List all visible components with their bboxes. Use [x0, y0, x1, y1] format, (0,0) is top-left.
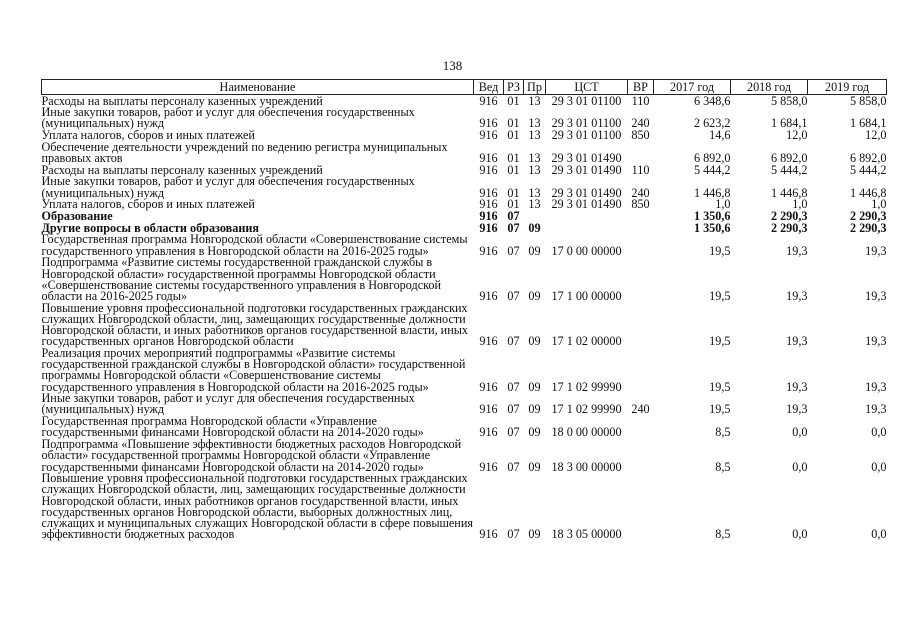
cell-2017: 8,5 — [715, 459, 731, 474]
cell-2019: 5 858,0 — [849, 93, 887, 108]
cell-pr: 09 — [528, 527, 541, 542]
cell-2018: 19,3 — [786, 288, 808, 303]
cell-rz: 07 — [507, 402, 520, 417]
header-vr: ВР — [628, 80, 654, 95]
cell-rz: 07 — [507, 425, 520, 440]
cell-pr: 09 — [528, 402, 541, 417]
cell-pr: 13 — [528, 116, 541, 131]
cell-ved: 916 — [479, 402, 498, 417]
cell-pr: 09 — [528, 334, 541, 349]
cell-ved: 916 — [479, 93, 498, 108]
cell-2019: 19,3 — [865, 402, 887, 417]
cell-2018: 0,0 — [792, 459, 808, 474]
cell-vr: 850 — [631, 128, 650, 143]
cell-name: Расходы на выплаты персоналу казенных учреждений — [41, 93, 323, 108]
cell-ved: 916 — [479, 162, 498, 177]
cell-name: Государственная программа Новгородской области «Совершенствование системы государственного управления в Новгородской области на 2016-2025 годы» — [41, 232, 468, 258]
cell-cst: 29 3 01 01100 — [551, 116, 622, 131]
cell-cst: 29 3 01 01490 — [551, 162, 622, 177]
cell-name: Уплата налогов, сборов и иных платежей — [41, 197, 255, 212]
cell-2019: 2 290,3 — [849, 209, 887, 224]
header-year-2018: 2018 год — [731, 80, 808, 95]
cell-2018: 2 290,3 — [770, 209, 808, 224]
table-header — [42, 80, 887, 95]
cell-rz: 07 — [507, 243, 520, 258]
cell-2017: 1 446,8 — [693, 185, 731, 200]
header-ved: Вед — [474, 80, 504, 95]
cell-pr: 13 — [528, 128, 541, 143]
cell-2017: 6 348,6 — [693, 93, 731, 108]
cell-vr: 240 — [631, 185, 650, 200]
table-row — [42, 416, 887, 439]
cell-rz: 07 — [507, 220, 520, 235]
cell-2018: 1 684,1 — [770, 116, 808, 131]
cell-vr — [628, 473, 654, 541]
cell-name: Повышение уровня профессиональной подготовки государственных гражданских служащих Новгородской области, лиц, замещающих государственные должности Новгородской области, иных работников органов государственной власти, иных государственных органов Новгородской области, выборных должностных лиц, служащих и муниципальных служащих Новгородской области в сфере повышения эффективности бюджетных расходов — [41, 471, 473, 542]
cell-ved: 916 — [479, 459, 498, 474]
cell-2018: 19,3 — [786, 334, 808, 349]
cell-2017: 8,5 — [715, 425, 731, 440]
cell-name: Подпрограмма «Повышение эффективности бюджетных расходов Новгородской области» государственной программы Новгородской области «Управление государственными финансами Новгородской области на 2014-2020 годы» — [41, 437, 462, 474]
cell-name: Образование — [41, 209, 113, 224]
cell-vr — [628, 222, 654, 234]
cell-pr: 13 — [528, 93, 541, 108]
cell-ved: 916 — [479, 209, 498, 224]
cell-name: Реализация прочих мероприятий подпрограммы «Развитие системы государственной гражданской службы в Новгородской области» государственной программы Новгородской области «Совершенствование системы государственного управления в Новгородской области на 2016-2025 годы» — [41, 345, 466, 394]
table-row — [42, 234, 887, 257]
cell-2017: 1 350,6 — [693, 209, 731, 224]
cell-name: Подпрограмма «Развитие системы государственной гражданской службы в Новгородской области» государственной программы Новгородской области «Совершенствование системы государственного управления в Новгородской области на 2016-2025 годы» — [41, 255, 442, 303]
cell-name: Иные закупки товаров, работ и услуг для обеспечения государственных (муниципальных) нужд — [41, 174, 415, 200]
cell-rz: 01 — [507, 93, 520, 108]
cell-rz: 01 — [507, 116, 520, 131]
cell-vr: 240 — [631, 402, 650, 417]
cell-rz: 07 — [507, 379, 520, 394]
cell-name: Повышение уровня профессиональной подготовки государственных гражданских служащих Новгородской области, лиц, замещающих государственные должности Новгородской области, и иных работников органов государственной власти, иных государственных органов Новгородской области — [41, 300, 469, 349]
cell-2019: 5 444,2 — [849, 162, 887, 177]
cell-ved: 916 — [479, 197, 498, 212]
cell-vr — [628, 347, 654, 392]
cell-2019: 19,3 — [865, 243, 887, 258]
cell-ved: 916 — [479, 425, 498, 440]
cell-pr: 13 — [528, 197, 541, 212]
cell-pr: 13 — [528, 185, 541, 200]
budget-table — [41, 79, 887, 540]
cell-rz: 07 — [507, 334, 520, 349]
page-number: 138 — [442, 58, 463, 73]
cell-rz: 01 — [507, 185, 520, 200]
cell-vr — [628, 234, 654, 257]
cell-2019: 19,3 — [865, 379, 887, 394]
cell-2018: 0,0 — [792, 425, 808, 440]
cell-2017: 19,5 — [709, 288, 731, 303]
cell-pr: 09 — [528, 243, 541, 258]
cell-cst: 18 3 05 00000 — [551, 527, 622, 542]
cell-2018: 5 444,2 — [770, 162, 808, 177]
table-row — [42, 141, 887, 164]
table-row — [42, 107, 887, 130]
cell-2018: 1,0 — [792, 197, 808, 212]
cell-2019: 6 892,0 — [849, 151, 887, 166]
cell-pr: 09 — [528, 425, 541, 440]
cell-vr — [628, 257, 654, 302]
cell-name: Государственная программа Новгородской области «Управление государственными финансами Новгородской области на 2014-2020 годы» — [41, 414, 424, 440]
cell-ved: 916 — [479, 185, 498, 200]
cell-2017: 5 444,2 — [693, 162, 731, 177]
cell-ved: 916 — [479, 243, 498, 258]
cell-cst: 18 0 00 00000 — [551, 425, 622, 440]
table-row — [42, 176, 887, 199]
cell-2019: 0,0 — [871, 527, 887, 542]
cell-ved: 916 — [479, 334, 498, 349]
cell-2017: 19,5 — [709, 379, 731, 394]
cell-2019: 19,3 — [865, 334, 887, 349]
cell-vr — [628, 416, 654, 439]
table-row — [42, 302, 887, 347]
cell-ved: 916 — [479, 288, 498, 303]
cell-2017: 8,5 — [715, 527, 731, 542]
cell-rz: 07 — [507, 459, 520, 474]
cell-2018: 19,3 — [786, 379, 808, 394]
cell-2017: 6 892,0 — [693, 151, 731, 166]
cell-2018: 2 290,3 — [770, 220, 808, 235]
cell-ved: 916 — [479, 128, 498, 143]
cell-name: Другие вопросы в области образования — [41, 220, 259, 235]
cell-2017: 14,6 — [709, 128, 731, 143]
header-pr: Пр — [524, 80, 546, 95]
cell-cst — [546, 222, 628, 234]
header-cst: ЦСТ — [546, 80, 628, 95]
cell-cst: 17 1 02 99990 — [551, 402, 622, 417]
cell-2017: 1 350,6 — [693, 220, 731, 235]
cell-2018: 19,3 — [786, 243, 808, 258]
cell-2019: 0,0 — [871, 425, 887, 440]
cell-vr: 850 — [631, 197, 650, 212]
cell-pr: 13 — [528, 151, 541, 166]
header-rz: РЗ — [504, 80, 524, 95]
cell-vr: 240 — [631, 116, 650, 131]
cell-name: Иные закупки товаров, работ и услуг для обеспечения государственных (муниципальных) нужд — [41, 105, 415, 131]
cell-2018: 6 892,0 — [770, 151, 808, 166]
table-body — [42, 95, 887, 541]
cell-name: Иные закупки товаров, работ и услуг для обеспечения государственных (муниципальных) нужд — [41, 391, 415, 417]
cell-rz: 07 — [507, 527, 520, 542]
cell-2017: 1,0 — [715, 197, 731, 212]
cell-vr — [628, 141, 654, 164]
cell-cst: 17 1 02 00000 — [551, 334, 622, 349]
cell-2019: 12,0 — [865, 128, 887, 143]
cell-2017: 2 623,2 — [693, 116, 731, 131]
cell-2019: 1 446,8 — [849, 185, 887, 200]
cell-pr: 09 — [528, 459, 541, 474]
cell-pr: 13 — [528, 162, 541, 177]
header-year-2019: 2019 год — [808, 80, 887, 95]
cell-2019: 19,3 — [865, 288, 887, 303]
cell-ved: 916 — [479, 527, 498, 542]
table-row — [42, 473, 887, 541]
cell-rz: 07 — [507, 288, 520, 303]
cell-ved: 916 — [479, 116, 498, 131]
cell-name: Расходы на выплаты персоналу казенных учреждений — [41, 162, 323, 177]
cell-vr: 110 — [631, 93, 650, 108]
cell-2017: 19,5 — [709, 334, 731, 349]
cell-cst: 29 3 01 01100 — [551, 93, 622, 108]
cell-vr — [628, 302, 654, 347]
cell-2017: 19,5 — [709, 243, 731, 258]
cell-rz: 01 — [507, 151, 520, 166]
header-year-2017: 2017 год — [654, 80, 731, 95]
cell-cst: 17 1 00 00000 — [551, 288, 622, 303]
cell-2018: 19,3 — [786, 402, 808, 417]
cell-2018: 12,0 — [786, 128, 808, 143]
cell-cst: 17 1 02 99990 — [551, 379, 622, 394]
cell-ved: 916 — [479, 151, 498, 166]
cell-ved: 916 — [479, 220, 498, 235]
cell-2019: 0,0 — [871, 459, 887, 474]
cell-cst: 29 3 01 01490 — [551, 151, 622, 166]
cell-vr: 110 — [631, 162, 650, 177]
cell-2019: 1,0 — [871, 197, 887, 212]
cell-name: Уплата налогов, сборов и иных платежей — [41, 128, 255, 143]
cell-rz: 01 — [507, 197, 520, 212]
cell-cst: 29 3 01 01100 — [551, 128, 622, 143]
cell-name: Обеспечение деятельности учреждений по ведению регистра муниципальных правовых актов — [41, 139, 448, 166]
table-row — [42, 347, 887, 392]
header-name: Наименование — [42, 80, 474, 95]
cell-rz: 01 — [507, 128, 520, 143]
table-row — [42, 393, 887, 416]
cell-2018: 0,0 — [792, 527, 808, 542]
cell-vr — [628, 211, 654, 223]
cell-rz: 07 — [507, 209, 520, 224]
cell-pr: 09 — [528, 379, 541, 394]
cell-2018: 1 446,8 — [770, 185, 808, 200]
table-row — [42, 199, 887, 211]
cell-pr: 09 — [528, 220, 541, 235]
cell-vr — [628, 439, 654, 473]
cell-pr: 09 — [528, 288, 541, 303]
table-row — [42, 439, 887, 473]
cell-cst: 18 3 00 00000 — [551, 459, 622, 474]
cell-cst: 29 3 01 01490 — [551, 185, 622, 200]
cell-cst: 17 0 00 00000 — [551, 243, 622, 258]
cell-cst — [546, 211, 628, 223]
cell-2017: 19,5 — [709, 402, 731, 417]
cell-rz: 01 — [507, 162, 520, 177]
cell-cst: 29 3 01 01490 — [551, 197, 622, 212]
cell-2019: 1 684,1 — [849, 116, 887, 131]
cell-ved: 916 — [479, 379, 498, 394]
table-row — [42, 257, 887, 302]
cell-2019: 2 290,3 — [849, 220, 887, 235]
cell-2018: 5 858,0 — [770, 93, 808, 108]
